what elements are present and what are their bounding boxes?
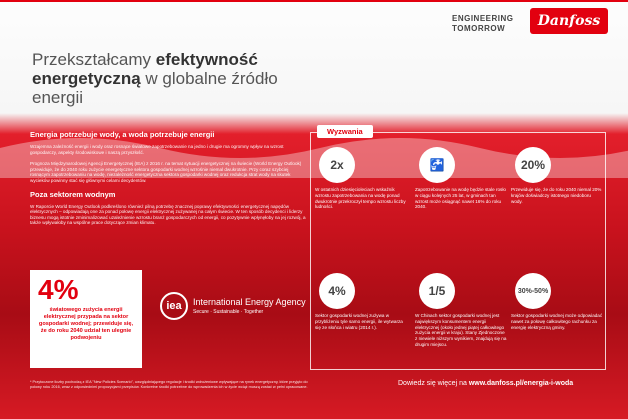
paragraph-2: Prognoza Międzynarodowej Agencji Energetycznej (IEA) z 2016 r. na temat sytuacji energetycznej na świecie (World Energy Outlook) przewiduje, że do 2040 roku zużycie energetyczne sektora gospodarki wodnej wzrośnie niemal dwukrotnie. Przy coraz szybciej rosnącym zapotrzebowaniu na wodę, niezależność energetyczna sektora gospodarki wodnej oraz redukcja strat wody na skutek wycieków powinny stać się głównymi celami decydentów. (30, 161, 302, 183)
challenge-text: Sektor gospodarki wodnej może odpowiadać nawet za połowę całkowitego rachunku za energię elektryczną gminy. (511, 313, 603, 330)
top-bar (0, 0, 628, 2)
tagline (452, 14, 514, 34)
challenge-cell (511, 273, 603, 330)
title-part-c: w globalne źródło energii (32, 69, 278, 107)
paragraph-3: W Raporcie World Energy Outlook podkreślono również pilną potrzebę znacznej poprawy efektywności energetycznej napędów elektrycznych – odpowiadają one za ponad połowę energii elektrycznej zużywanej na całym świecie. W ten sposób decydenci i liderzy biznesu mogą istotnie zminimalizować uzależnienie wzrostu branż gospodarczych od energii, co pozytywnie wpłynęłoby na jej rozwój, a także wpływałoby na wspólne prace dotyczące zmian klimatu. (30, 203, 306, 226)
stat-box (30, 270, 142, 368)
challenge-4pct-icon: 4% (319, 273, 355, 309)
challenge-text: W ostatnich dziesięcioleciach wskaźnik wzrostu zapotrzebowania na wodę ponad dwukrotnie przekroczył tempo wzrostu liczby ludności. (315, 187, 406, 210)
challenge-2x-icon: 2x (319, 147, 355, 183)
stat-text: światowego zużycia energii elektrycznej przypada na sektor gospodarki wodnej; przewiduje się, że do roku 2040 udział ten ulegnie podwojeniu (38, 307, 134, 341)
challenge-text: W Chinach sektor gospodarki wodnej jest największym konsumentem energii elektrycznej (około jednej piątej całkowitego zużycia energii w kraju). Stany Zjednoczone z niewiele niższym wynikiem, znajdują się na drugim miejscu. (415, 313, 507, 347)
challenge-one-fifth-icon: 1/5 (419, 273, 455, 309)
iea-mark-icon: iea (160, 292, 188, 320)
iea-logo (160, 292, 306, 320)
website-lead: Dowiedz się więcej na (398, 380, 469, 387)
challenge-20pct-icon: 20% (515, 147, 551, 183)
panel-title: Wyzwania (317, 125, 373, 138)
water-tap-icon: 🚰 (419, 147, 455, 183)
website-link[interactable] (398, 380, 573, 387)
challenge-30-50pct-icon: 30%-50% (515, 273, 551, 309)
heading-beyond-water: Poza sektorem wodnym (30, 189, 116, 199)
tagline-line2: TOMORROW (452, 24, 506, 33)
challenge-text: Sektor gospodarki wodnej zużywa w przybliżeniu tyle samo energii, ile wytwarza się ze słońca i wiatru (2014 r.). (315, 313, 403, 330)
challenge-cell (415, 273, 507, 348)
website-url[interactable]: www.danfoss.pl/energia-i-woda (468, 380, 574, 387)
paragraph-1: Wzajemna zależność energii i wody oraz rosnące światowe zapotrzebowanie na jedno i drugie ma ogromny wpływ na wzrost gospodarczy, aspekty środowiskowe i naszą przyszłość. (30, 144, 284, 155)
challenge-cell (315, 147, 407, 210)
title-part-a: Przekształcamy (32, 50, 156, 69)
challenge-cell (315, 273, 407, 330)
danfoss-logo: Danfoss (530, 8, 608, 34)
iea-name: International Energy Agency (193, 296, 306, 307)
challenge-cell (511, 147, 603, 204)
page-title (32, 50, 332, 107)
stat-value: 4% (38, 274, 79, 305)
challenge-cell (415, 147, 507, 210)
iea-slogan: Secure · Sustainable · Together (193, 308, 264, 315)
challenge-text: Przewiduje się, że do roku 2040 niemal 20% krajów doświadczy istotnego niedoboru wody. (511, 187, 602, 204)
footnote: * Przytoczone liczby pochodzą z IEA "New Policies Scenario", uwzględniającego regulacje i środki wdrożeniowe wpływające na rynek energetyczny, które przyjęto do połowy roku 2016, wraz z odpowiednimi propozycjami przepisów. Konkretne środki potrzebne do wprowadzenia ich w życie wciąż muszą zostać w pełni opracowane. (30, 380, 308, 389)
challenges-panel (310, 127, 606, 370)
left-column (30, 130, 308, 232)
tagline-line1: ENGINEERING (452, 14, 514, 23)
heading-water-energy: Energia potrzebuje wody, a woda potrzebuje energii (30, 130, 215, 139)
challenge-text: Zapotrzebowanie na wodę będzie stale rosło w ciągu kolejnych 25 lat, w gminach tan wzrost może osiągnąć nawet 16% do roku 2040. (415, 187, 506, 210)
title-part-b: efektywność energetyczną (32, 50, 258, 88)
